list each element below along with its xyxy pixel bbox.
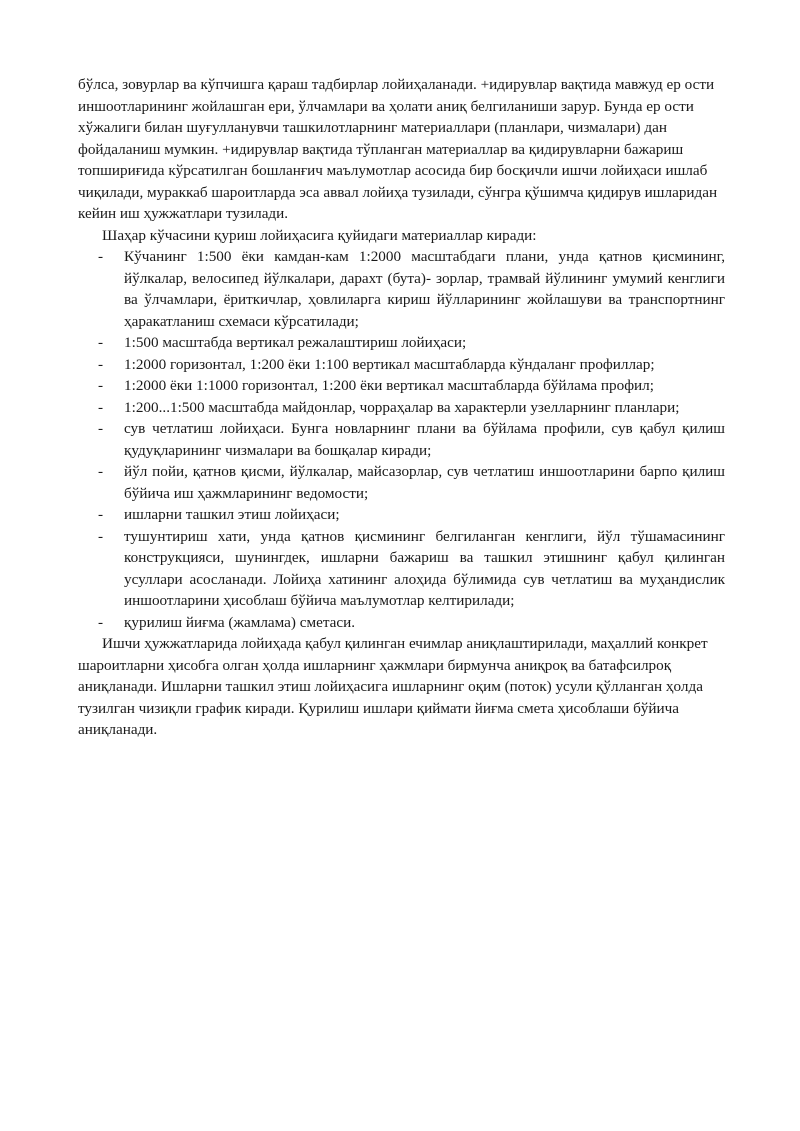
bullet-dash: - [98, 506, 104, 523]
bullet-dash: - [98, 355, 104, 373]
paragraph-intro: бўлса, зовурлар ва кўпчишга қараш тадбирлар лойиҳаланади. +идирувлар вақтида мавжуд ер ости иншоотларининг жойлашган ери, ўлчамлари ва ҳолати аниқ белгиланиши зарур. Бунда ер ости хўжалиги билан шуғулланувчи ташкилотларнинг материаллари (планлари, чизмалари) дан фойдаланиш мумкин. +идирувлар вақтида тўпланган материаллар ва қидирувларни бажариш топшириғида кўрсатилган бошланғич маълумотлар асосида бир босқичли ишчи лойиҳаси ишлаб чиқилади, мураккаб шароитларда эса аввал лойиҳа тузилади, сўнгра қўшимча қидирув ишларидан кейин иш ҳужжатлари тузилади. [78, 76, 718, 222]
list-item [78, 418, 725, 461]
paragraph-materials-heading: Шаҳар кўчасини қуриш лойиҳасига қуйидаги материаллар киради: [102, 226, 537, 244]
bullet-dash: - [98, 613, 104, 631]
list-item-text: ишларни ташкил этиш лойиҳаси; [124, 506, 340, 523]
list-item [78, 504, 725, 526]
list-item-text: йўл пойи, қатнов қисми, йўлкалар, майсазорлар, сув четлатиш иншоотларини барпо қилиш бўйича иш ҳажмларининг ведомости; [124, 463, 725, 502]
bullet-dash: - [98, 463, 104, 480]
bullet-dash: - [98, 420, 104, 437]
list-item-text: Кўчанинг 1:500 ёки камдан-кам 1:2000 масштабдаги плани, унда қатнов қисмининг, йўлкалар, велосипед йўлкалари, дарахт (бута)- зорлар, трамвай йўлининг умумий кенглиги ва ўлчамлари, ёриткичлар, ҳовлиларга кириш йўлларининг жойлашуви ва транспортнинг ҳаракатланиш схемаси кўрсатилади; [124, 248, 725, 330]
materials-list [78, 246, 725, 633]
list-item [78, 397, 725, 419]
list-item [78, 461, 725, 504]
list-item-text: 1:500 масштабда вертикал режалаштириш лойиҳаси; [124, 334, 467, 351]
list-item-text: тушунтириш хати, унда қатнов қисмининг белгиланган кенглиги, йўл тўшамасининг конструкцияси, шунингдек, ишларни бажариш ва ташкил этишнинг қабул қилинган усуллари асосланади. Лойиҳа хатининг алоҳида бўлимида сув четлатиш ва муҳандислик иншоотларини ҳисоблаш бўйича маълумотлар келтирилади; [124, 527, 725, 609]
list-item [78, 354, 725, 376]
list-item-text: 1:2000 горизонтал, 1:200 ёки 1:100 вертикал масштабларда кўндаланг профиллар; [124, 355, 655, 373]
list-item-text: 1:2000 ёки 1:1000 горизонтал, 1:200 ёки вертикал масштабларда бўйлама профил; [124, 377, 654, 394]
list-item [78, 526, 725, 612]
list-item-text: сув четлатиш лойиҳаси. Бунга новларнинг плани ва бўйлама профили, сув қабул қилиш қудуқларининг чизмалари ва бошқалар киради; [124, 420, 725, 459]
bullet-dash: - [98, 527, 104, 545]
bullet-dash: - [98, 398, 104, 416]
document-page [78, 74, 725, 741]
list-item-text: қурилиш йиғма (жамлама) сметаси. [124, 613, 356, 631]
list-item [78, 375, 725, 397]
bullet-dash: - [98, 334, 104, 351]
paragraph-working-docs: Ишчи ҳужжатларида лойиҳада қабул қилинган ечимлар аниқлаштирилади, маҳаллий конкрет шароитларни ҳисобга олган ҳолда ишларнинг ҳажмлари бирмунча аниқроқ ва батафсилроқ аниқланади. Ишларни ташкил этиш лойиҳасига ишларнинг оқим (поток) усули қўлланган ҳолда тузилган чизиқли график киради. Қурилиш ишлари қиймати йиғма смета ҳисоблаши бўйича аниқланади. [78, 635, 708, 738]
list-item-text: 1:200...1:500 масштабда майдонлар, чорраҳалар ва характерли узелларнинг планлари; [124, 398, 680, 416]
list-item [78, 612, 725, 634]
bullet-dash: - [98, 377, 104, 394]
list-item [78, 246, 725, 332]
bullet-dash: - [98, 248, 104, 265]
list-item [78, 332, 725, 354]
